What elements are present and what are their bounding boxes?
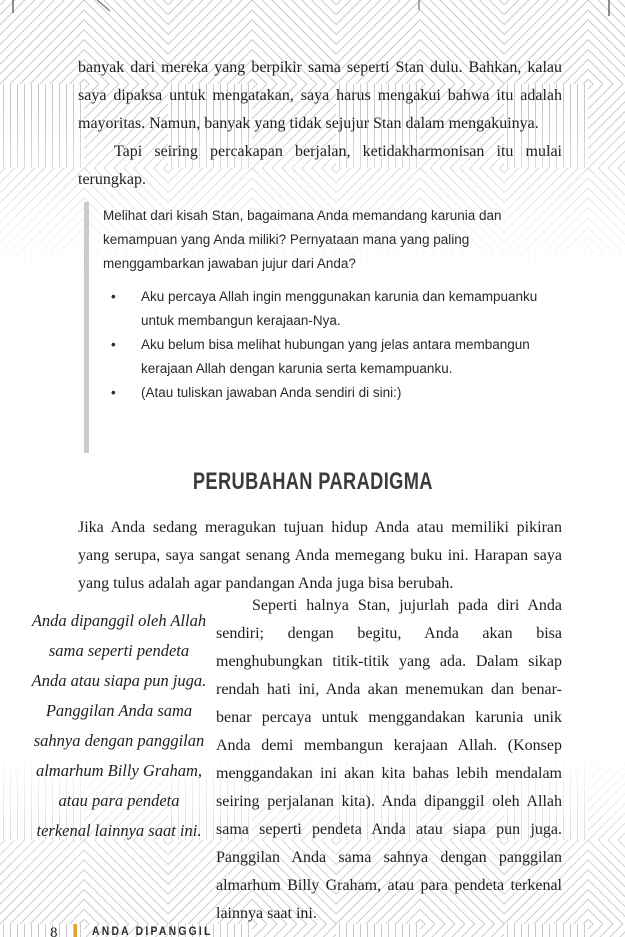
question-options-list bbox=[103, 285, 562, 405]
footer-accent-bar bbox=[74, 924, 77, 937]
question-box-content bbox=[89, 202, 562, 453]
page-number: 8 bbox=[50, 925, 58, 937]
bullet-icon: • bbox=[111, 385, 116, 400]
body-paragraph-2: Tapi seiring percakapan berjalan, ketidakharmonisan itu mulai terungkap. bbox=[78, 143, 562, 188]
list-item bbox=[103, 381, 562, 405]
list-item bbox=[103, 285, 562, 333]
page-footer bbox=[50, 924, 226, 937]
bullet-icon: • bbox=[111, 289, 116, 304]
intro-paragraphs bbox=[78, 54, 562, 194]
option-text: Aku belum bisa melihat hubungan yang jelas antara membangun kerajaan Allah dengan karunia serta kemampuanku. bbox=[141, 337, 530, 376]
section-heading: PERUBAHAN PARADIGMA bbox=[192, 468, 433, 495]
section-heading-wrap bbox=[0, 468, 625, 496]
pull-quote: Anda dipanggil oleh Allah sama seperti pendeta Anda atau siapa pun juga. Panggilan Anda sama sahnya dengan panggilan almarhum Billy Graham, atau para pendeta terkenal lainnya saat ini. bbox=[31, 611, 207, 840]
bullet-icon: • bbox=[111, 337, 116, 352]
question-intro: Melihat dari kisah Stan, bagaimana Anda memandang karunia dan kemampuan yang Anda miliki? Pernyataan mana yang paling menggambarkan jawaban jujur dari Anda? bbox=[103, 208, 502, 271]
section-intro-paragraph: Jika Anda sedang meragukan tujuan hidup Anda atau memiliki pikiran yang serupa, saya sangat senang Anda memegang buku ini. Harapan saya yang tulus adalah agar pandangan Anda juga bisa berubah. bbox=[78, 519, 562, 592]
question-box bbox=[84, 202, 562, 453]
list-item bbox=[103, 333, 562, 381]
body-paragraph-1: banyak dari mereka yang berpikir sama seperti Stan dulu. Bahkan, kalau saya dipaksa untuk mengatakan, saya harus mengakui bahwa itu adalah mayoritas. Namun, banyak yang tidak sejujur Stan dalam mengakuinya. bbox=[78, 59, 562, 132]
option-text: (Atau tuliskan jawaban Anda sendiri di sini:) bbox=[141, 385, 402, 400]
section-body-paragraph: Seperti halnya Stan, jujurlah pada diri Anda sendiri; dengan begitu, Anda akan bisa menghubungkan titik-titik yang ada. Dalam sikap rendah hati ini, Anda akan menemukan dan benar-benar percaya untuk menggandakan karunia unik Anda demi membangun kerajaan Allah. (Konsep menggandakan ini akan kita bahas lebih mendalam seiring perjalanan kita). Anda dipanggil oleh Allah sama seperti pendeta Anda atau siapa pun juga. Panggilan Anda sama sahnya dengan panggilan almarhum Billy Graham, atau para pendeta terkenal lainnya saat ini. bbox=[216, 597, 562, 922]
option-text: Aku percaya Allah ingin menggunakan karunia dan kemampuanku untuk membangun kerajaan-Nya. bbox=[141, 289, 538, 328]
two-column-area bbox=[30, 592, 562, 928]
running-title: ANDA DIPANGGIL bbox=[91, 926, 213, 937]
